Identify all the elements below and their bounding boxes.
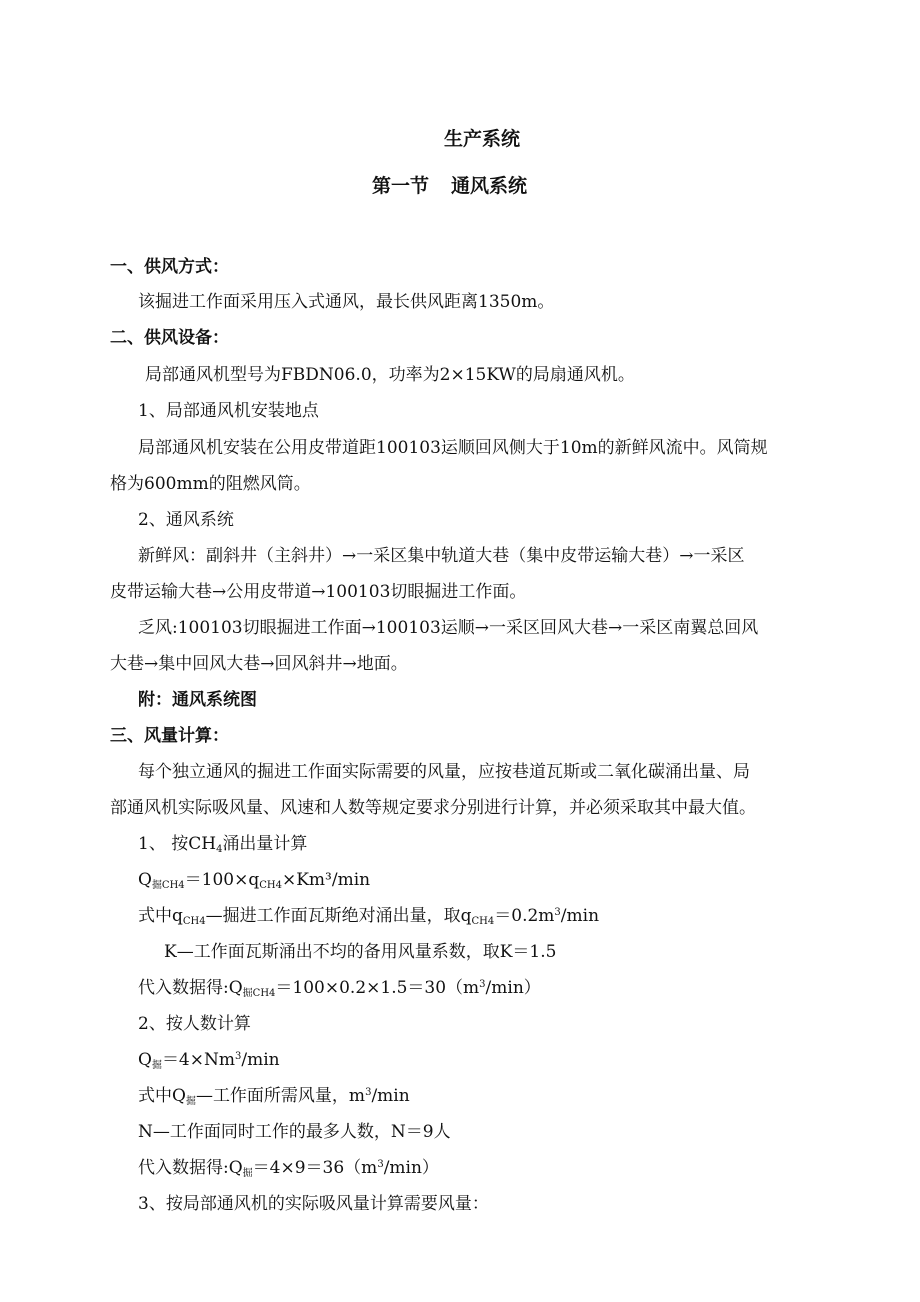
where-d: /min bbox=[560, 906, 600, 926]
people-result-b: ＝4×9＝36（m bbox=[252, 1158, 378, 1178]
ch4-result-b-sup: 3 bbox=[479, 979, 486, 990]
where-a: 式中q bbox=[138, 906, 183, 926]
people-c: /min bbox=[241, 1050, 280, 1070]
people-where-b-sup: 3 bbox=[365, 1087, 372, 1098]
where-c: ＝0.2m bbox=[494, 906, 555, 926]
heading-supply-equipment: 二、供风设备： bbox=[110, 328, 229, 348]
people-b-sup: 3 bbox=[235, 1051, 242, 1062]
formula-ch4-c: ×Km³/min bbox=[281, 870, 371, 890]
section-heading bbox=[372, 175, 527, 197]
formula-ch4-a-sub: 掘CH4 bbox=[151, 880, 185, 891]
formula-k-coefficient: K—工作面瓦斯涌出不均的备用风量系数，取K＝1.5 bbox=[164, 942, 557, 962]
people-a-sub: 掘 bbox=[151, 1060, 162, 1071]
paragraph-supply-method: 该掘进工作面采用压入式通风，最长供风距离1350m。 bbox=[138, 292, 555, 312]
people-b: ＝4×Nm bbox=[161, 1050, 235, 1070]
formula-people-result bbox=[138, 1157, 439, 1179]
people-a: Q bbox=[138, 1050, 152, 1070]
subheading-ch4-calc bbox=[138, 833, 307, 855]
subheading-ventilation-system: 2、通风系统 bbox=[138, 510, 234, 530]
formula-ch4-where bbox=[138, 905, 599, 927]
section-label: 第一节 bbox=[372, 175, 430, 197]
paragraph-fan-location-2: 格为600mm的阻燃风筒。 bbox=[110, 474, 311, 494]
paragraph-fan-location-1: 局部通风机安装在公用皮带道距100103运顺回风侧大于10m的新鲜风流中。风筒规 bbox=[138, 438, 768, 458]
people-result-b-sup: 3 bbox=[377, 1159, 384, 1170]
heading-air-calc: 三、风量计算： bbox=[110, 726, 229, 746]
formula-n-people: N—工作面同时工作的最多人数，N＝9人 bbox=[138, 1122, 451, 1142]
ch4-calc-sub: 4 bbox=[216, 844, 223, 855]
people-where-a-sub: 掘 bbox=[185, 1096, 196, 1107]
formula-ch4-a: Q bbox=[138, 870, 152, 890]
paragraph-air-calc-1: 每个独立通风的掘进工作面实际需要的风量，应按巷道瓦斯或二氧化碳涌出量、局 bbox=[138, 762, 750, 782]
formula-ch4-b: ＝100×q bbox=[184, 870, 260, 890]
where-b-sub: CH4 bbox=[471, 916, 495, 927]
formula-ch4-b-sub: CH4 bbox=[259, 880, 282, 891]
people-where-b: —工作面所需风量，m bbox=[195, 1086, 366, 1106]
subheading-fan-intake-calc: 3、按局部通风机的实际吸风量计算需要风量： bbox=[138, 1194, 489, 1214]
people-where-c: /min bbox=[371, 1086, 410, 1106]
paragraph-air-calc-2: 部通风机实际吸风量、风速和人数等规定要求分别进行计算，并必须采取其中最大值。 bbox=[110, 798, 756, 818]
people-result-a-sub: 掘 bbox=[242, 1168, 253, 1179]
where-b: —掘进工作面瓦斯绝对涌出量，取q bbox=[205, 906, 472, 926]
where-c-sup: 3 bbox=[554, 907, 561, 918]
ch4-result-c: /min） bbox=[485, 978, 541, 998]
paragraph-exhaust-air-2: 大巷→集中回风大巷→回风斜井→地面。 bbox=[110, 654, 408, 674]
paragraph-fresh-air-1: 新鲜风：副斜井（主斜井）→一采区集中轨道大巷（集中皮带运输大巷）→一采区 bbox=[138, 546, 745, 566]
formula-people bbox=[138, 1049, 280, 1071]
subheading-people-calc: 2、按人数计算 bbox=[138, 1014, 251, 1034]
annex-label: 附：通风系统图 bbox=[138, 690, 257, 710]
paragraph-fan-model: 局部通风机型号为FBDN06.0，功率为2×15KW的局扇通风机。 bbox=[145, 365, 635, 385]
ch4-calc-post: 涌出量计算 bbox=[222, 834, 308, 854]
paragraph-fresh-air-2: 皮带运输大巷→公用皮带道→100103切眼掘进工作面。 bbox=[110, 582, 527, 602]
people-result-a: 代入数据得:Q bbox=[138, 1158, 243, 1178]
where-a-sub: CH4 bbox=[182, 916, 206, 927]
people-where-a: 式中Q bbox=[138, 1086, 186, 1106]
heading-supply-method: 一、供风方式： bbox=[110, 257, 229, 277]
formula-ch4-result bbox=[138, 977, 541, 999]
ch4-result-a: 代入数据得:Q bbox=[138, 978, 243, 998]
people-result-c: /min） bbox=[383, 1158, 439, 1178]
doc-title: 生产系统 bbox=[444, 128, 521, 150]
formula-people-where bbox=[138, 1085, 410, 1107]
ch4-result-a-sub: 掘CH4 bbox=[242, 988, 276, 999]
paragraph-exhaust-air-1: 乏风:100103切眼掘进工作面→100103运顺→一采区回风大巷→一采区南翼总回风 bbox=[138, 618, 759, 638]
ch4-result-b: ＝100×0.2×1.5＝30（m bbox=[275, 978, 480, 998]
formula-ch4 bbox=[138, 869, 370, 891]
section-name: 通风系统 bbox=[451, 175, 528, 197]
subheading-fan-location: 1、局部通风机安装地点 bbox=[138, 401, 319, 421]
ch4-calc-pre: 1、 按CH bbox=[138, 834, 217, 854]
